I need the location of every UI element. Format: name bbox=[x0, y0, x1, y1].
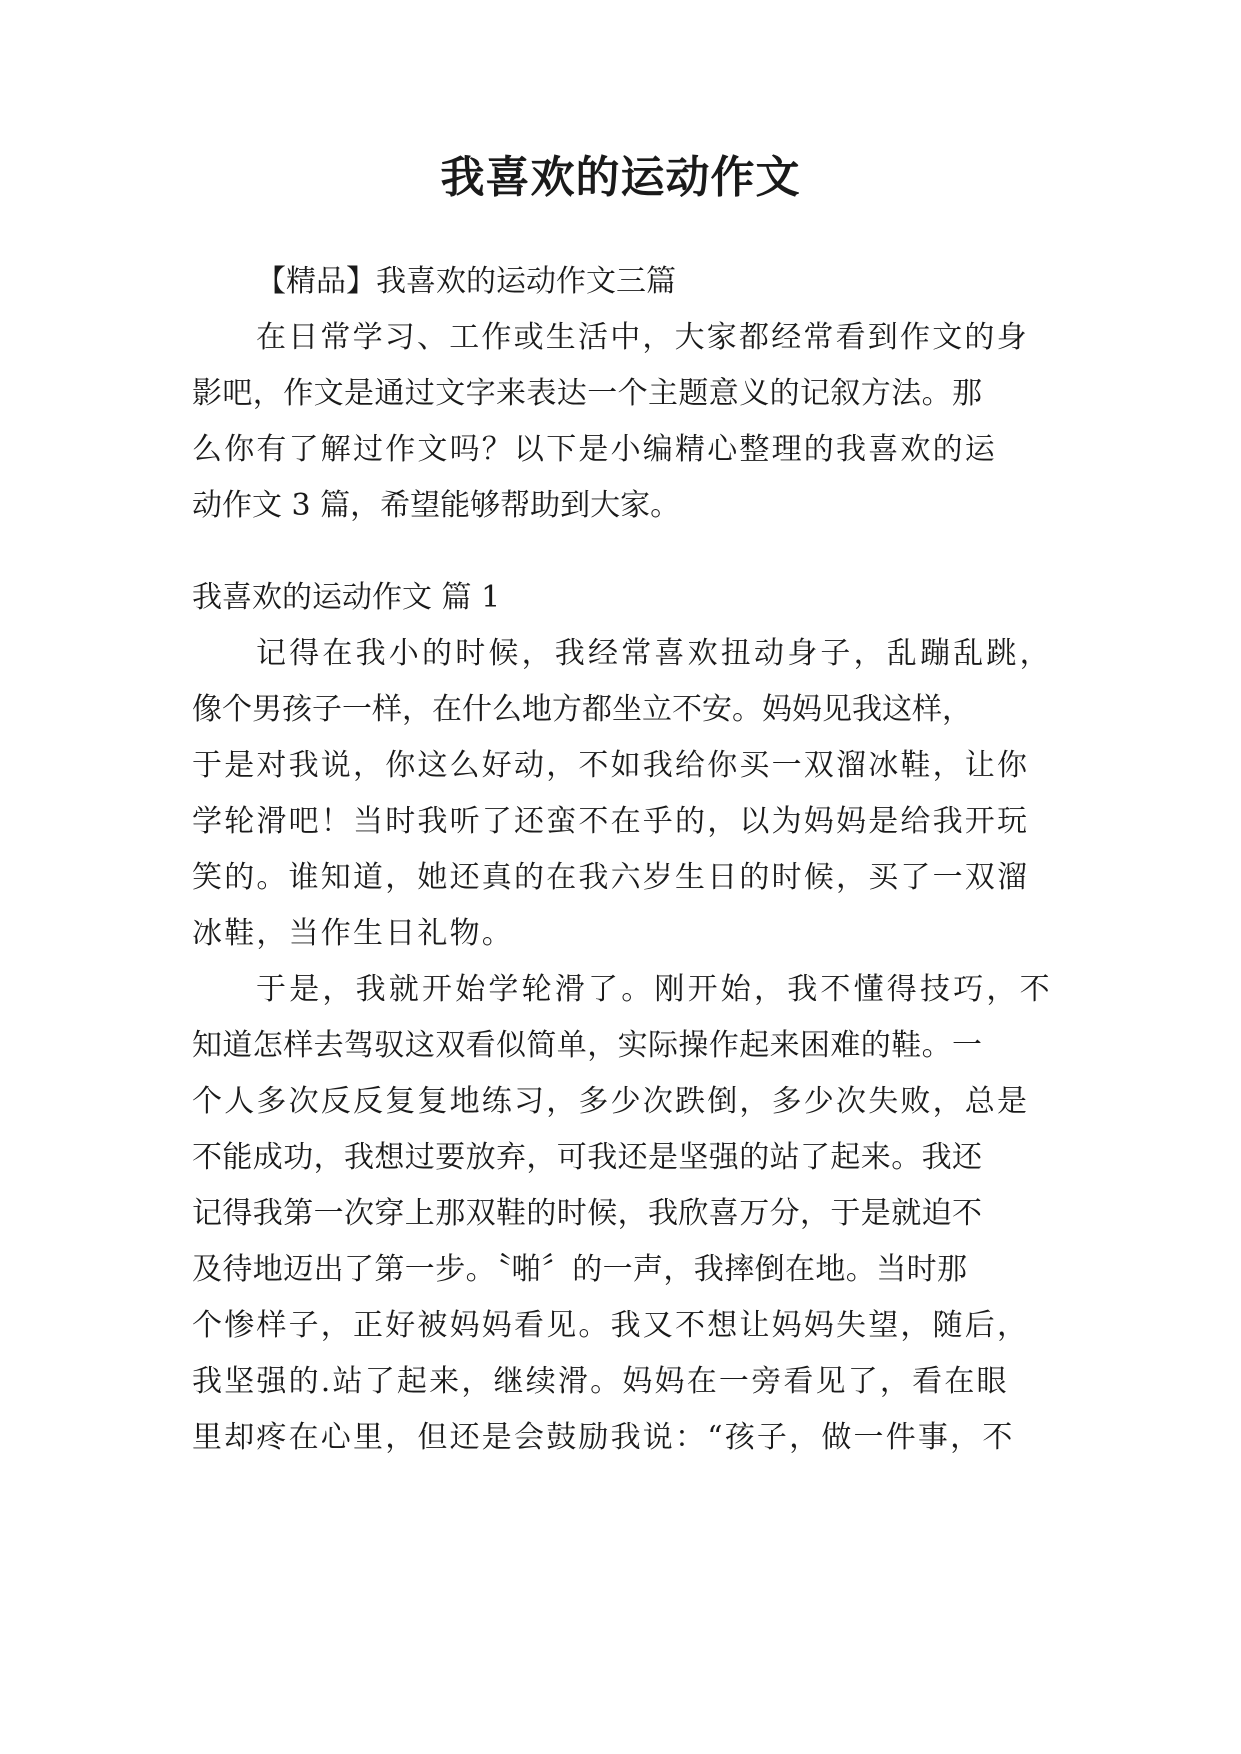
paragraph-2-line-1: 于是，我就开始学轮滑了。刚开始，我不懂得技巧，不 bbox=[256, 972, 1053, 1007]
paragraph-1-line-3: 于是对我说，你这么好动，不如我给你买一双溜冰鞋，让你 bbox=[192, 748, 1030, 783]
section-heading: 我喜欢的运动作文 篇 1 bbox=[192, 580, 501, 615]
paragraph-1-line-5: 笑的。谁知道，她还真的在我六岁生日的时候，买了一双溜 bbox=[192, 860, 1030, 895]
paragraph-1-line-2: 像个男孩子一样，在什么地方都坐立不安。妈妈见我这样， bbox=[192, 692, 972, 727]
intro-line-1: 在日常学习、工作或生活中，大家都经常看到作文的身 bbox=[256, 320, 1029, 355]
paragraph-2-line-4: 不能成功，我想过要放弃，可我还是坚强的站了起来。我还 bbox=[192, 1140, 983, 1175]
paragraph-2-line-5: 记得我第一次穿上那双鞋的时候，我欣喜万分，于是就迫不 bbox=[192, 1196, 983, 1231]
paragraph-2-line-8: 我坚强的.站了起来，继续滑。妈妈在一旁看见了，看在眼 bbox=[192, 1364, 1009, 1399]
document-title: 我喜欢的运动作文 bbox=[440, 152, 801, 203]
paragraph-2-line-7: 个惨样子，正好被妈妈看见。我又不想让妈妈失望，随后， bbox=[192, 1308, 1030, 1343]
paragraph-2-line-6: 及待地迈出了第一步。〝啪〞的一声，我摔倒在地。当时那 bbox=[192, 1252, 968, 1287]
intro-line-2: 影吧，作文是通过文字来表达一个主题意义的记叙方法。那 bbox=[192, 376, 983, 411]
intro-line-4: 动作文 3 篇，希望能够帮助到大家。 bbox=[192, 488, 681, 523]
paragraph-1-line-1: 记得在我小的时候，我经常喜欢扭动身子，乱蹦乱跳， bbox=[256, 636, 1053, 671]
paragraph-2-line-2: 知道怎样去驾驭这双看似简单，实际操作起来困难的鞋。一 bbox=[192, 1028, 983, 1063]
intro-heading: 【精品】我喜欢的运动作文三篇 bbox=[256, 264, 676, 299]
paragraph-2-line-9: 里却疼在心里，但还是会鼓励我说：“孩子，做一件事，不 bbox=[192, 1420, 1015, 1455]
paragraph-1-line-4: 学轮滑吧！当时我听了还蛮不在乎的，以为妈妈是给我开玩 bbox=[192, 804, 1030, 839]
intro-line-3: 么你有了解过作文吗？以下是小编精心整理的我喜欢的运 bbox=[192, 432, 997, 467]
paragraph-2-line-3: 个人多次反反复复地练习，多少次跌倒，多少次失败，总是 bbox=[192, 1084, 1030, 1119]
paragraph-1-line-6: 冰鞋，当作生日礼物。 bbox=[192, 916, 514, 951]
